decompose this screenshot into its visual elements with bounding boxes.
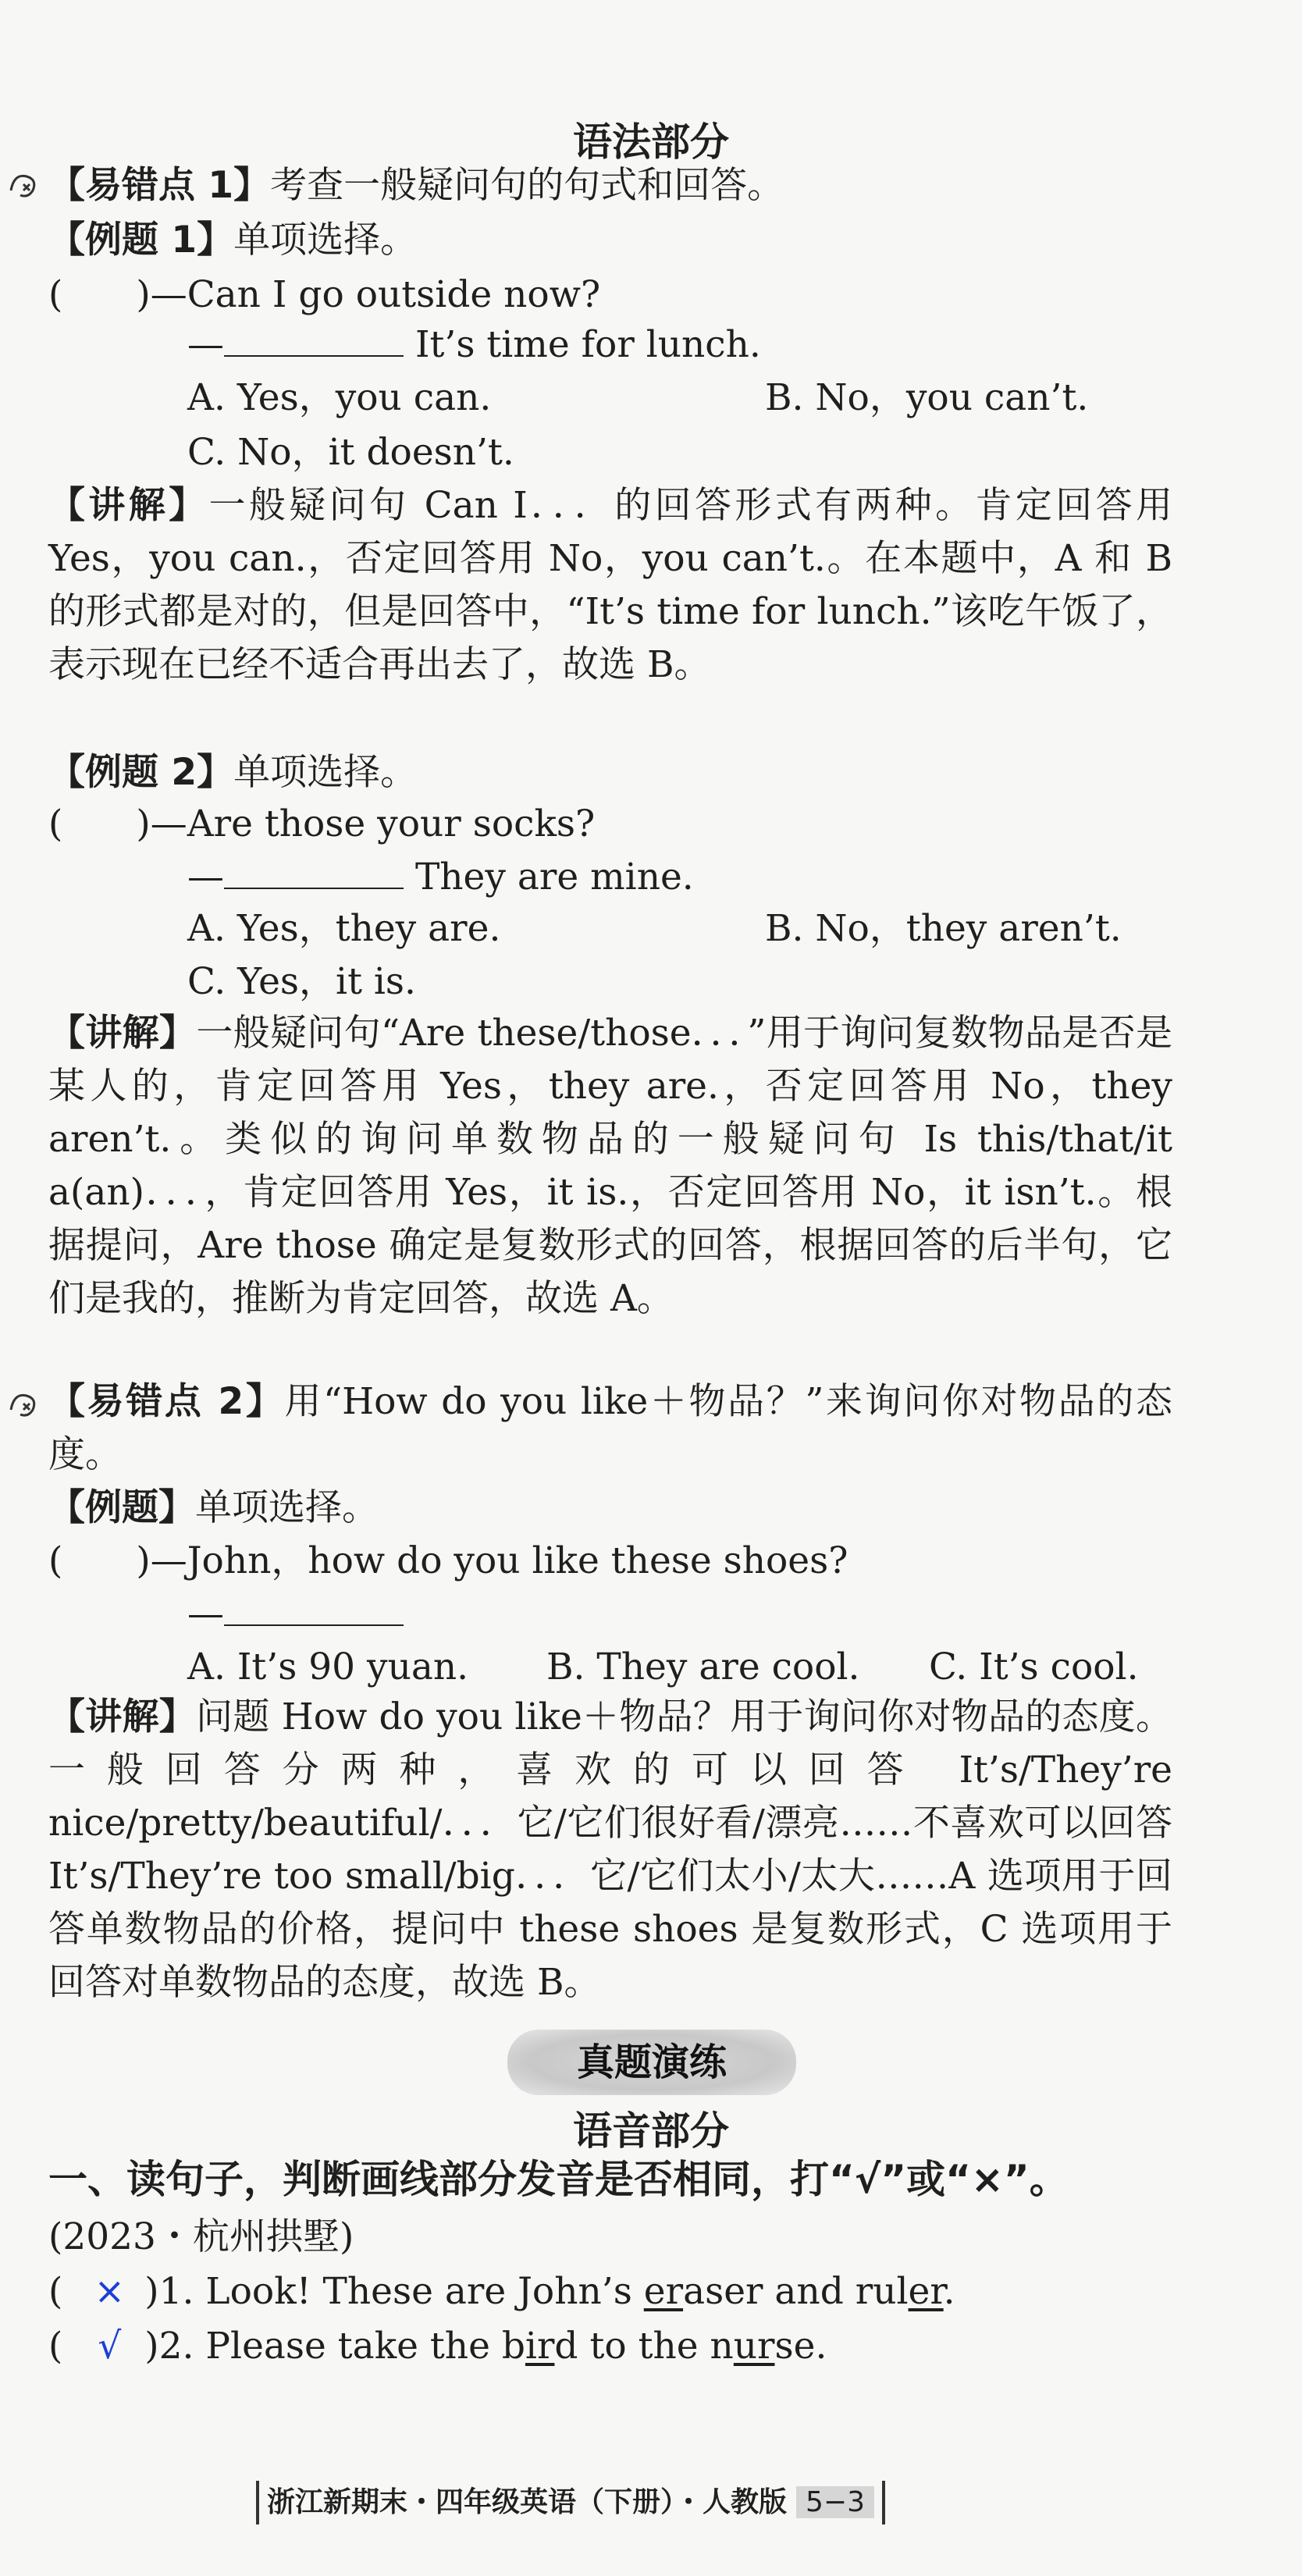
example-3-option-c: C. It’s cool. [929,1646,1139,1688]
example-2-option-a: A. Yes，they are. [187,907,501,950]
answer-blank [224,856,404,889]
answer-blank [224,1593,404,1626]
example-1-option-c: C. No，it doesn’t. [187,431,514,474]
answer-paren: ( ) [48,273,151,316]
example-1-question: —Can I go outside now? [150,273,601,316]
example-3-option-a: A. It’s 90 yuan. [187,1646,469,1688]
example-1-option-a: A. Yes，you can. [187,376,492,419]
error-point-1-text: 考查一般疑问句的句式和回答。 [270,164,784,207]
page-number: 5−3 [796,2486,874,2518]
answer-paren: ( ) [48,1539,151,1582]
explanation-2-text: 一般疑问句“Are these/those．．．”用于询问复数物品是否是某人的，肯定回答用 Yes，they are.，否定回答用 No，they aren’t.。类似的询问单数物品的一般疑问句 Is this/that/it a(an)．．．，肯定回答用 Yes，it is.，否定回答用 No，it isn’t.。根据提问，Are those 确定是复数形式的回答，根据回答的后半句，它们是我的，推断为肯定回答，故选 A。 [48,1012,1172,1320]
example-3-question: —John，how do you like these shoes? [150,1539,848,1582]
explanation-1-label: 【讲解】 [48,484,209,527]
example-3-header [48,1485,379,1532]
explanation-1 [48,479,1172,692]
section-1-source: (2023・杭州拱墅) [48,2215,354,2258]
example-2-response: They are mine. [404,856,694,898]
grammar-section-title: 语法部分 [573,119,729,165]
example-3-question-line [48,1538,848,1585]
explanation-3-text: 问题 How do you like＋物品？用于询问你对物品的态度。一般回答分两种，喜欢的可以回答 It’s/They’re nice/pretty/beautiful/．．．它/它们很好看/漂亮……不喜欢可以回答 It’s/They’re too small/big．．．它/它们太小/太大……A 选项用于回答单数物品的价格，提问中 these shoes 是复数形式，C 选项用于回答对单数物品的态度，故选 B。 [48,1695,1172,2004]
underlined-letters: ur [733,2325,775,2368]
example-2-option-b: B. No，they aren’t. [765,907,1122,950]
example-2-header [48,749,417,796]
example-3-label: 【例题】 [48,1486,195,1529]
underlined-letters: er [643,2270,684,2313]
page-footer [256,2481,885,2524]
example-1-header [48,217,417,264]
example-1-response-line: — It’s time for lunch. [187,323,761,366]
example-2-option-c: C. Yes，it is. [187,960,416,1003]
footer-book-title: 浙江新期末・四年级英语（下册）・人教版 [267,2486,788,2518]
error-point-2-text: 用“How do you like＋物品？”来询问你对物品的态度。 [48,1380,1173,1476]
section-1-heading: 一、读句子，判断画线部分发音是否相同，打“√”或“×”。 [48,2157,1069,2202]
example-2-question: —Are those your socks? [150,802,596,845]
example-2-instruction: 单项选择。 [233,751,418,794]
example-2-question-line [48,801,595,848]
answer-mark: √ [98,2325,122,2368]
practice-badge: 真题演练 [507,2030,796,2095]
underlined-letters: ir [525,2325,555,2368]
example-3-option-b: B. They are cool. [546,1646,860,1688]
error-point-2 [48,1375,1172,1482]
question-2: ( √ )2. Please take the bird to the nurse. [48,2323,827,2370]
underlined-letters: er [908,2270,944,2313]
error-point-icon [6,1386,47,1421]
error-point-1-label: 【易错点 1】 [48,164,271,207]
example-1-response: It’s time for lunch. [404,323,761,366]
phonics-section-title: 语音部分 [573,2108,729,2154]
example-1-label: 【例题 1】 [48,219,234,262]
example-3-instruction: 单项选择。 [195,1486,379,1529]
error-point-2-label: 【易错点 2】 [48,1380,285,1423]
error-point-icon [6,167,47,201]
example-1-instruction: 单项选择。 [233,219,418,262]
explanation-2 [48,1007,1172,1325]
example-2-response-line: — They are mine. [187,856,694,898]
explanation-3 [48,1691,1172,2009]
error-point-1 [48,162,784,209]
answer-blank [224,324,404,357]
example-1-option-b: B. No，you can’t. [765,376,1089,419]
explanation-2-label: 【讲解】 [48,1012,197,1055]
example-2-label: 【例题 2】 [48,751,234,794]
example-3-response-line: — [187,1591,404,1638]
answer-mark: × [94,2270,125,2313]
explanation-1-text: 一般疑问句 Can I．．．的回答形式有两种。肯定回答用 Yes，you can.，否定回答用 No，you can’t.。在本题中，A 和 B 的形式都是对的，但是回答中，“It’s time for lunch.”该吃午饭了，表示现在已经不适合再出去了，故选 B。 [48,484,1173,686]
answer-paren: ( ) [48,802,151,845]
explanation-3-label: 【讲解】 [48,1695,197,1738]
question-1: ( × )1. Look! These are John’s eraser and ruler. [48,2268,955,2315]
example-1-question-line [48,272,600,318]
